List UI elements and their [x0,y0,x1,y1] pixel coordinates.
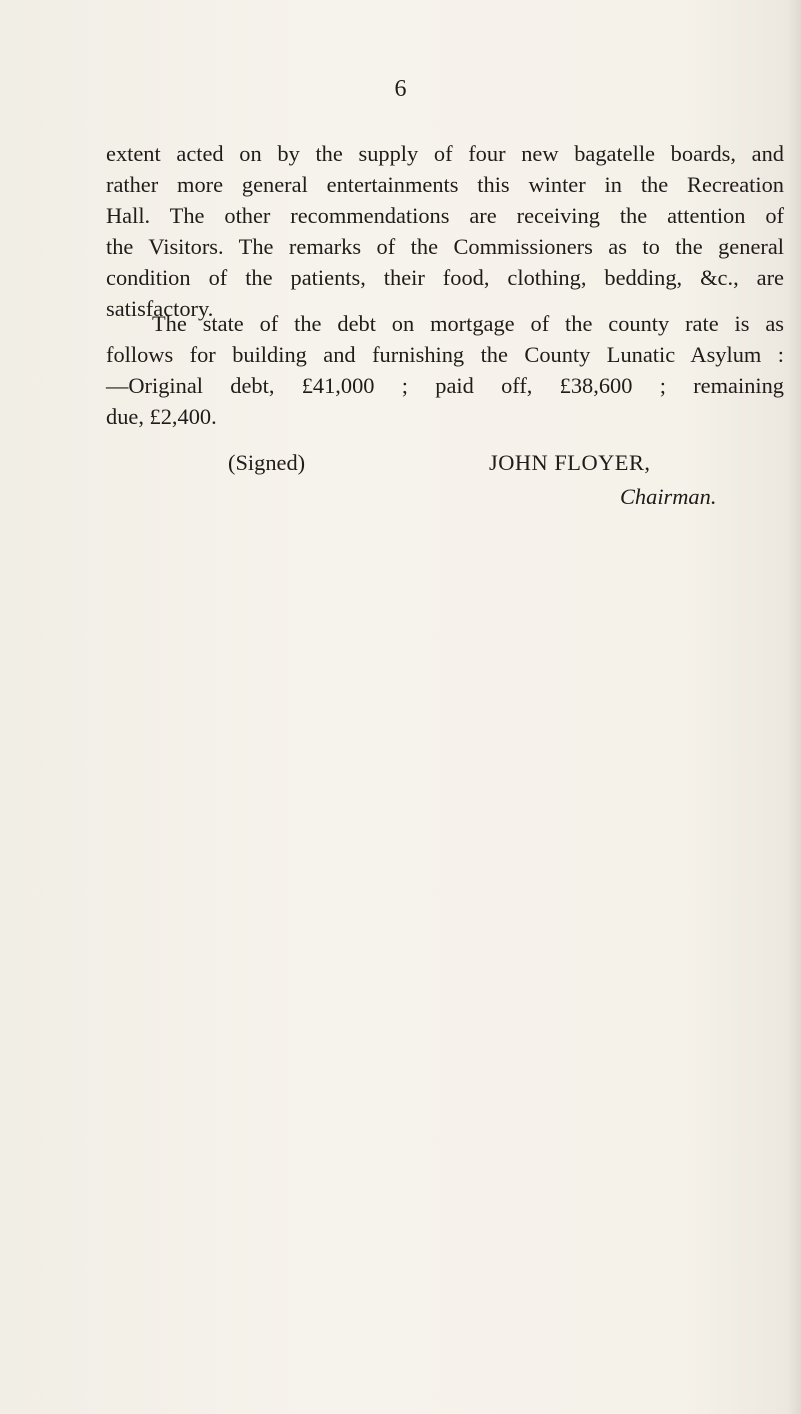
text-line: The state of the debt on mortgage of the county rate is as [152,311,784,336]
paragraph-recommendations [106,138,784,324]
text-line: rather more general entertainments this winter in the Recreation [106,172,784,197]
text-line: extent acted on by the supply of four new bagatelle boards, and [106,141,784,166]
text-line: due, £2,400. [106,404,217,429]
signatory-name: JOHN FLOYER, [489,450,651,475]
page-edge-shadow [787,0,801,1414]
text-line: Hall. The other recommendations are receiving the attention of [106,203,784,228]
page-number: 6 [394,76,407,102]
signed-label: (Signed) [228,450,306,475]
text-line: the Visitors. The remarks of the Commissioners as to the general [106,234,784,259]
text-line: condition of the patients, their food, clothing, bedding, &c., are [106,265,784,290]
text-line: satisfactory. [106,296,214,321]
text-line: follows for building and furnishing the County Lunatic Asylum : [106,342,784,367]
text-line: —Original debt, £41,000 ; paid off, £38,600 ; remaining [106,373,784,398]
signatory-role: Chairman. [620,484,717,509]
paragraph-debt [106,308,784,432]
